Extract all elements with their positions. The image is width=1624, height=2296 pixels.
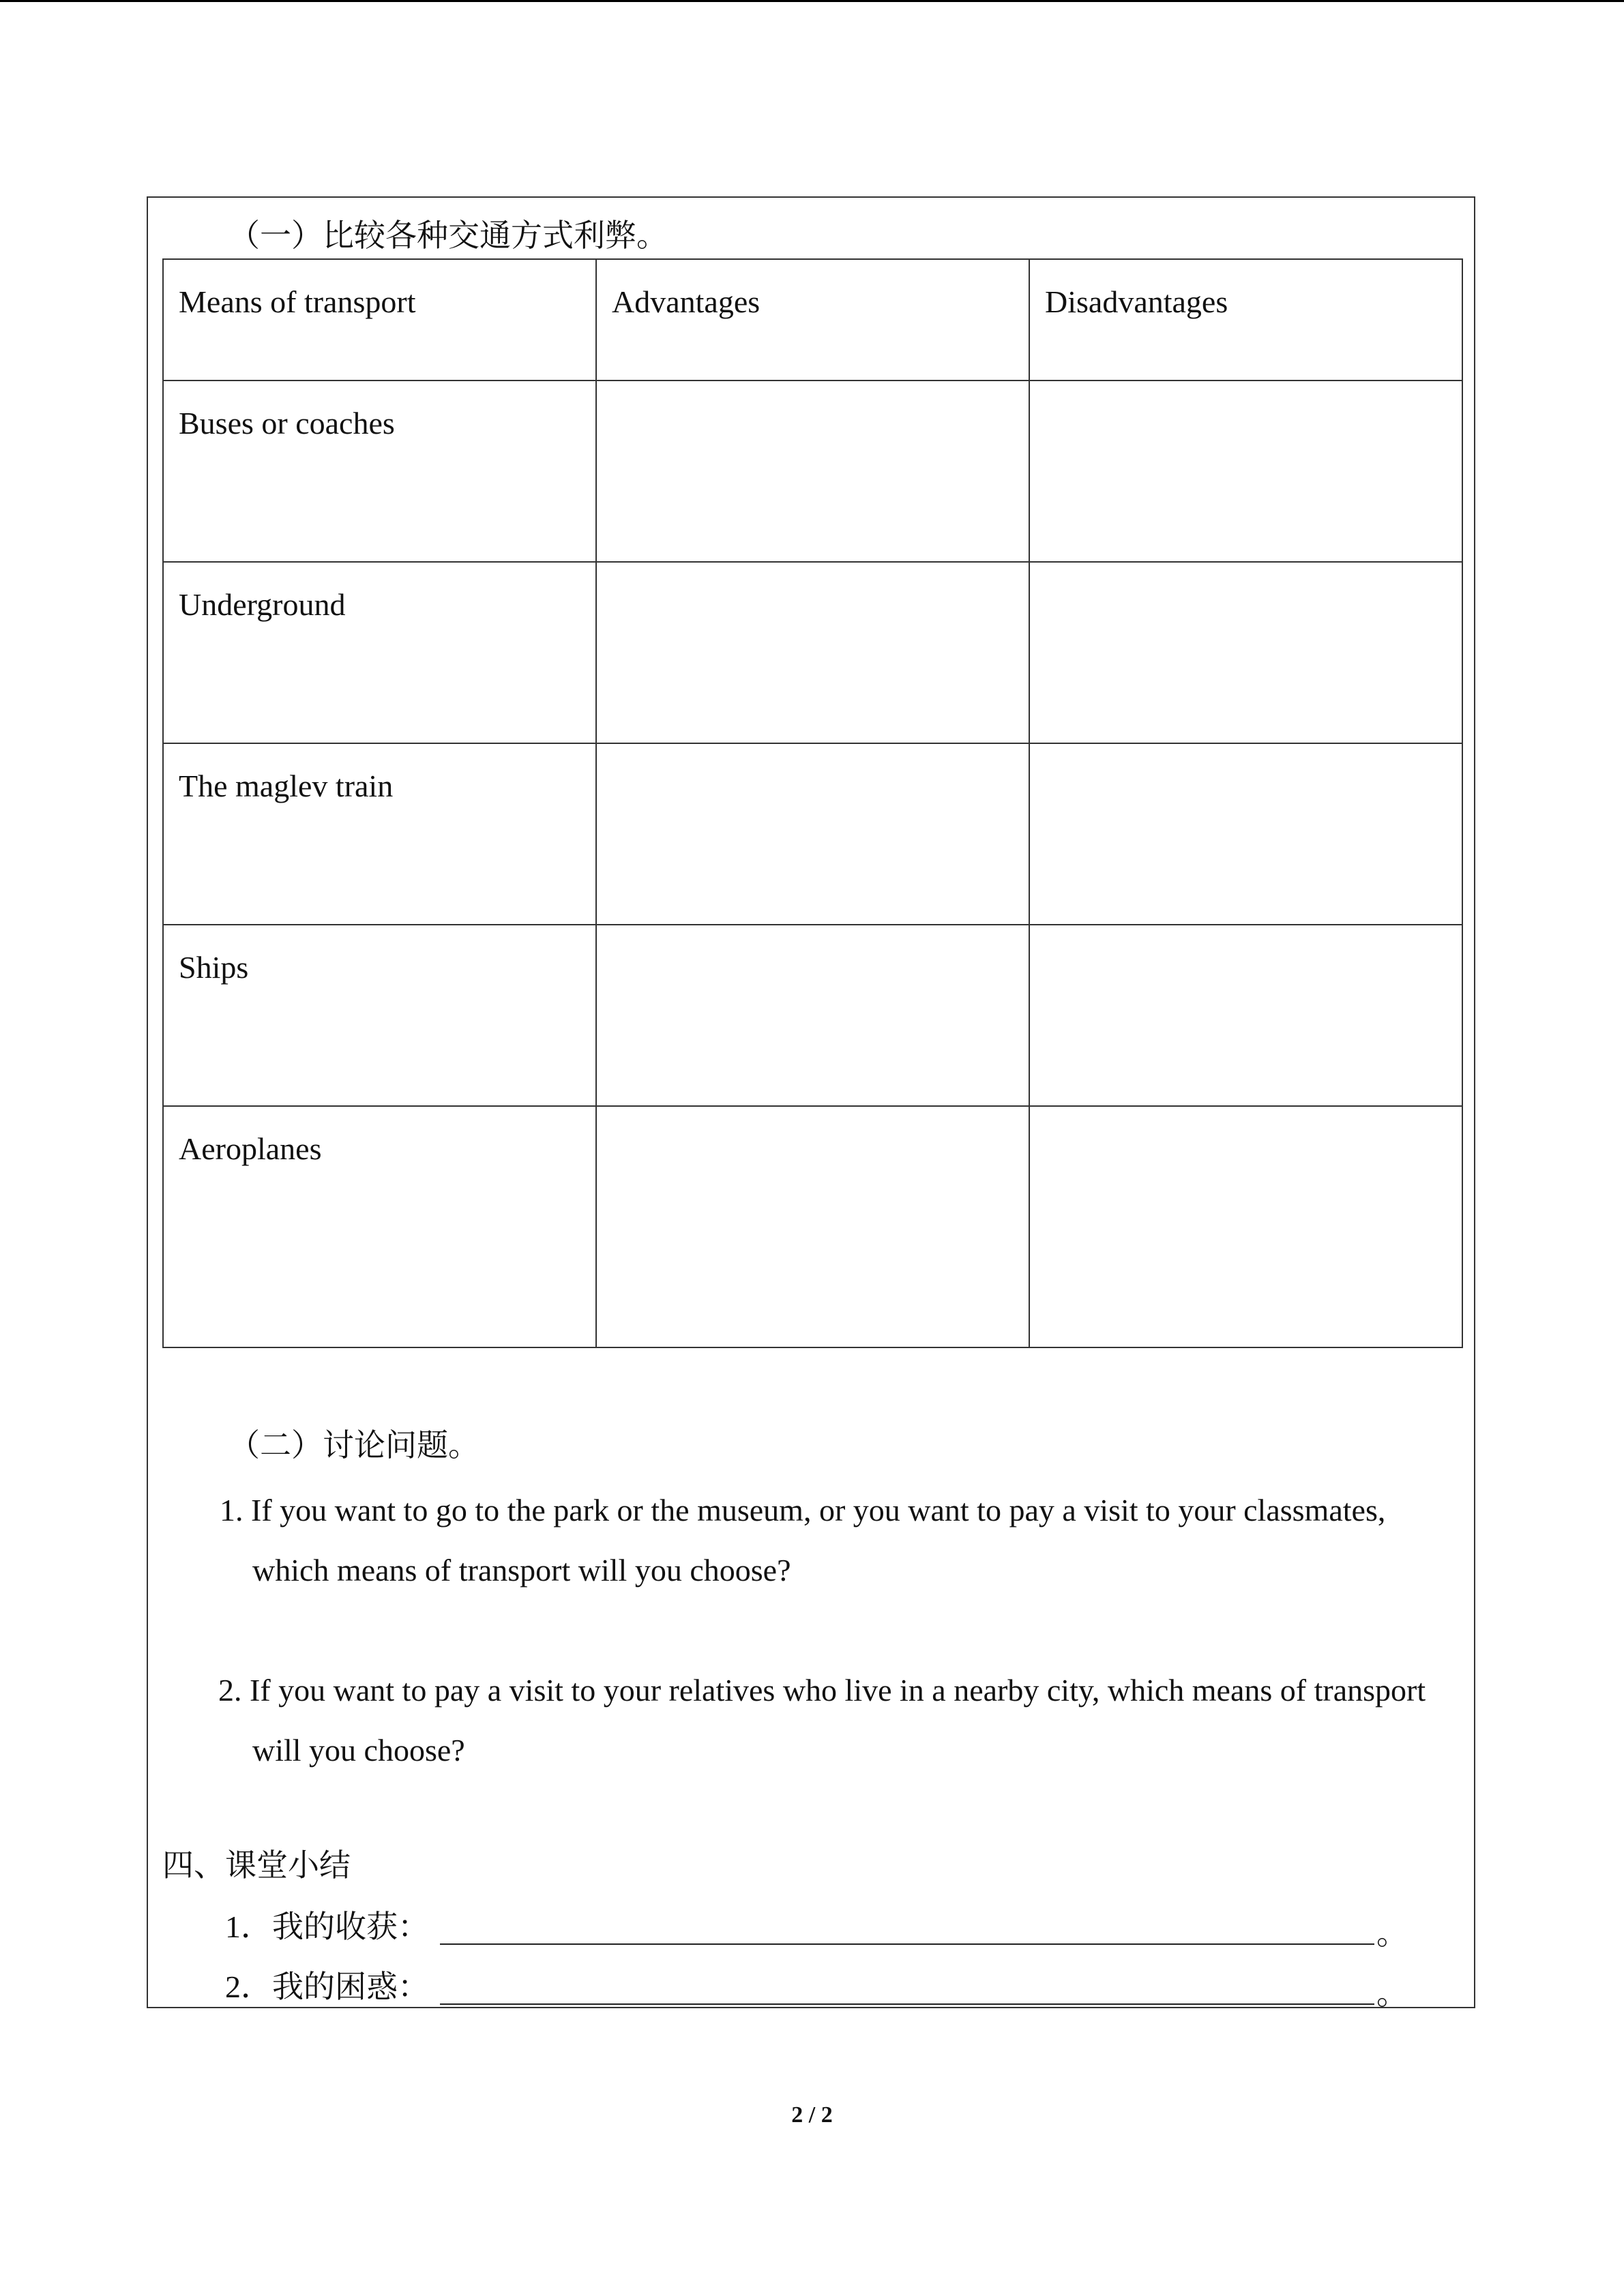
disadvantages-cell[interactable] — [1029, 743, 1462, 925]
summary-confusion-end-mark: 。 — [1376, 1976, 1408, 2011]
means-cell: Aeroplanes — [163, 1106, 596, 1347]
disadvantages-cell[interactable] — [1029, 562, 1462, 743]
column-header-means: Means of transport — [163, 259, 596, 381]
table-row — [163, 562, 1462, 743]
column-header-advantages: Advantages — [596, 259, 1029, 381]
summary-gains-label: 1．我的收获： — [225, 1909, 429, 1944]
summary-gains-end-mark: 。 — [1376, 1916, 1408, 1951]
disadvantages-cell[interactable] — [1029, 1106, 1462, 1347]
advantages-cell[interactable] — [596, 743, 1029, 925]
section-two-heading: （二）讨论问题。 — [228, 1428, 479, 1463]
table-row — [163, 925, 1462, 1106]
question-1-line-1 — [220, 1480, 1385, 1540]
means-cell: Underground — [163, 562, 596, 743]
advantages-cell[interactable] — [596, 381, 1029, 562]
means-cell: The maglev train — [163, 743, 596, 925]
disadvantages-cell[interactable] — [1029, 381, 1462, 562]
table-row — [163, 1106, 1462, 1347]
question-number: 1. — [220, 1493, 243, 1527]
question-2-line-2: will you choose? — [252, 1733, 465, 1768]
table-header-row — [163, 259, 1462, 381]
page-number: 2 / 2 — [791, 2102, 833, 2128]
summary-confusion-label: 2．我的困惑： — [225, 1969, 429, 2004]
question-1-line-2: which means of transport will you choose? — [252, 1553, 791, 1587]
table-row — [163, 743, 1462, 925]
advantages-cell[interactable] — [596, 1106, 1029, 1347]
table-row — [163, 381, 1462, 562]
advantages-cell[interactable] — [596, 562, 1029, 743]
question-text: If you want to pay a visit to your relatives who live in a nearby city, which means of transport — [250, 1673, 1426, 1708]
advantages-cell[interactable] — [596, 925, 1029, 1106]
top-border-rule — [0, 0, 1624, 2]
summary-gains-blank[interactable] — [440, 1943, 1374, 1945]
transport-comparison-table — [162, 258, 1463, 1348]
means-cell: Buses or coaches — [163, 381, 596, 562]
question-2-line-1 — [218, 1660, 1426, 1720]
disadvantages-cell[interactable] — [1029, 925, 1462, 1106]
section-one-heading: （一）比较各种交通方式利弊。 — [228, 218, 668, 253]
question-text: If you want to go to the park or the museum, or you want to pay a visit to your classmates, — [251, 1493, 1386, 1527]
summary-heading: 四、课堂小结 — [162, 1848, 351, 1883]
question-number: 2. — [218, 1673, 242, 1708]
summary-confusion-blank[interactable] — [440, 2003, 1374, 2005]
means-cell: Ships — [163, 925, 596, 1106]
column-header-disadvantages: Disadvantages — [1029, 259, 1462, 381]
